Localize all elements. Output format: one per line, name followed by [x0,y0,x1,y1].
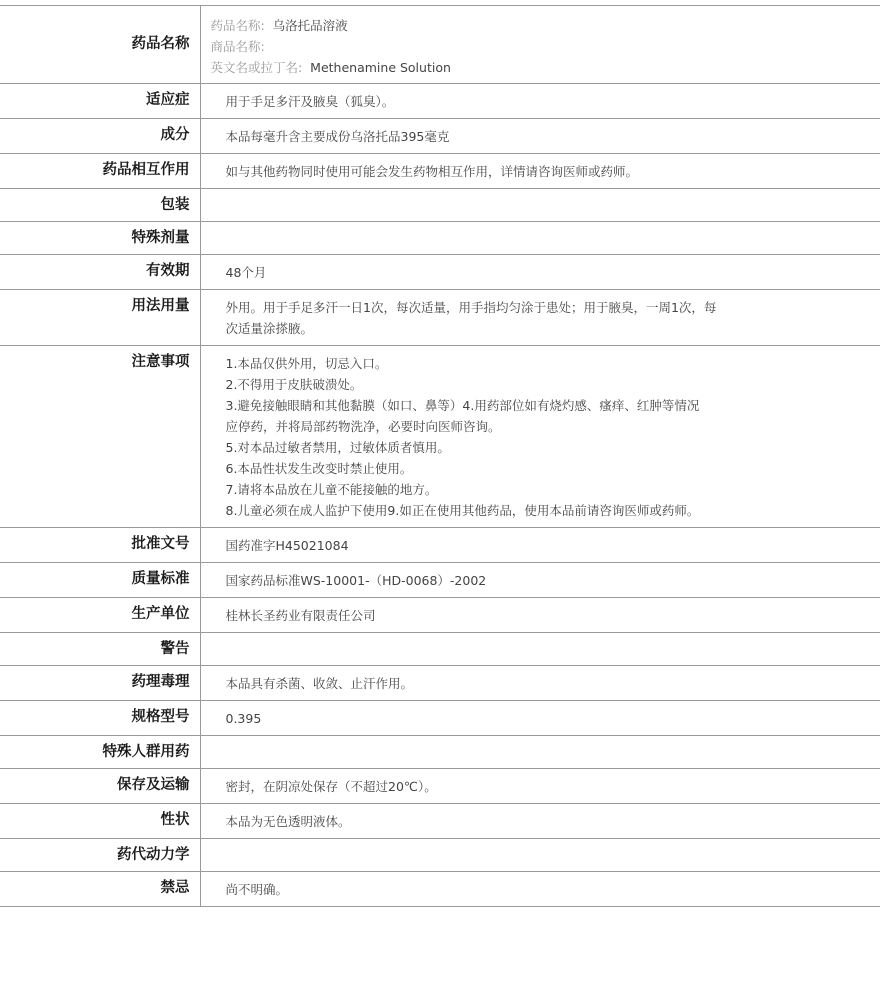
row-value [200,346,880,528]
row-packaging [0,189,880,222]
value-line: 外用。用于手足多汗一日1次，每次适量，用手指均匀涂于患处；用于腋臭，一周1次，每 [225,300,717,315]
row-value [200,839,880,872]
row-value [200,633,880,666]
row-value [200,769,880,804]
row-label: 特殊人群用药 [0,736,200,769]
generic-name-line [211,15,880,36]
value-line: 密封，在阴凉处保存（不超过20℃）。 [225,779,437,794]
row-value [200,189,880,222]
row-indication [0,84,880,119]
value-line: 国药准字H45021084 [225,538,349,553]
row-label: 成分 [0,119,200,154]
row-label: 药代动力学 [0,839,200,872]
english-name-line [211,57,880,78]
row-value [200,872,880,907]
row-contraindications [0,872,880,907]
trade-name-line [211,36,880,57]
row-label: 质量标准 [0,563,200,598]
value-line: 本品具有杀菌、收敛、止汗作用。 [225,676,414,691]
value-line: 8.儿童必须在成人监护下使用9.如正在使用其他药品，使用本品前请咨询医师或药师。 [225,503,700,518]
row-value [200,701,880,736]
value-line: 本品为无色透明液体。 [225,814,351,829]
value-line: 2.不得用于皮肤破溃处。 [225,377,363,392]
row-label: 特殊剂量 [0,222,200,255]
row-label: 包装 [0,189,200,222]
row-label: 用法用量 [0,290,200,346]
value-line: 本品每毫升含主要成份乌洛托品395毫克 [225,129,450,144]
row-composition [0,119,880,154]
row-value [200,154,880,189]
row-specification [0,701,880,736]
value-line: 桂林长圣药业有限责任公司 [225,608,376,623]
row-value [200,222,880,255]
row-interactions [0,154,880,189]
row-label: 保存及运输 [0,769,200,804]
row-value [200,6,880,84]
row-value [200,119,880,154]
value-line: 6.本品性状发生改变时禁止使用。 [225,461,413,476]
row-value [200,84,880,119]
row-label: 警告 [0,633,200,666]
row-warning [0,633,880,666]
row-value [200,563,880,598]
row-value [200,804,880,839]
row-quality-standard [0,563,880,598]
row-pharmacokinetics [0,839,880,872]
row-value [200,528,880,563]
row-manufacturer [0,598,880,633]
generic-name-label: 药品名称: [210,18,265,33]
drug-spec-table [0,5,880,907]
row-label: 注意事项 [0,346,200,528]
row-shelf-life [0,255,880,290]
row-approval-number [0,528,880,563]
row-label: 适应症 [0,84,200,119]
value-line: 应停药，并将局部药物洗净，必要时向医师咨询。 [225,419,501,434]
row-special-dosage [0,222,880,255]
value-line: 0.395 [225,711,262,726]
row-storage [0,769,880,804]
value-line: 7.请将本品放在儿童不能接触的地方。 [225,482,438,497]
row-appearance [0,804,880,839]
value-line: 国家药品标准WS-10001-（HD-0068）-2002 [225,573,487,588]
row-precautions [0,346,880,528]
row-label: 生产单位 [0,598,200,633]
trade-name-label: 商品名称: [210,39,265,54]
row-pharmacology [0,666,880,701]
row-dosage [0,290,880,346]
row-value [200,290,880,346]
value-line: 48个月 [225,265,267,280]
value-line: 尚不明确。 [225,882,289,897]
row-label: 性状 [0,804,200,839]
english-name-value: Methenamine Solution [310,60,451,75]
row-label: 药理毒理 [0,666,200,701]
row-label: 批准文号 [0,528,200,563]
drug-spec-body [0,6,880,907]
row-value [200,598,880,633]
value-line: 1.本品仅供外用，切忌入口。 [225,356,388,371]
row-label: 药品名称 [0,6,200,84]
row-label: 禁忌 [0,872,200,907]
generic-name-value: 乌洛托品溶液 [272,18,348,33]
value-line: 3.避免接触眼睛和其他黏膜（如口、鼻等）4.用药部位如有烧灼感、瘙痒、红肿等情况 [225,398,700,413]
value-line: 用于手足多汗及腋臭（狐臭）。 [225,94,395,109]
english-name-label: 英文名或拉丁名: [210,60,303,75]
row-drug-name [0,6,880,84]
value-line: 次适量涂搽腋。 [225,321,314,336]
row-label: 药品相互作用 [0,154,200,189]
row-value [200,255,880,290]
row-special-populations [0,736,880,769]
row-value [200,666,880,701]
row-label: 规格型号 [0,701,200,736]
value-line: 5.对本品过敏者禁用，过敏体质者慎用。 [225,440,450,455]
row-value [200,736,880,769]
value-line: 如与其他药物同时使用可能会发生药物相互作用，详情请咨询医师或药师。 [225,164,639,179]
row-label: 有效期 [0,255,200,290]
